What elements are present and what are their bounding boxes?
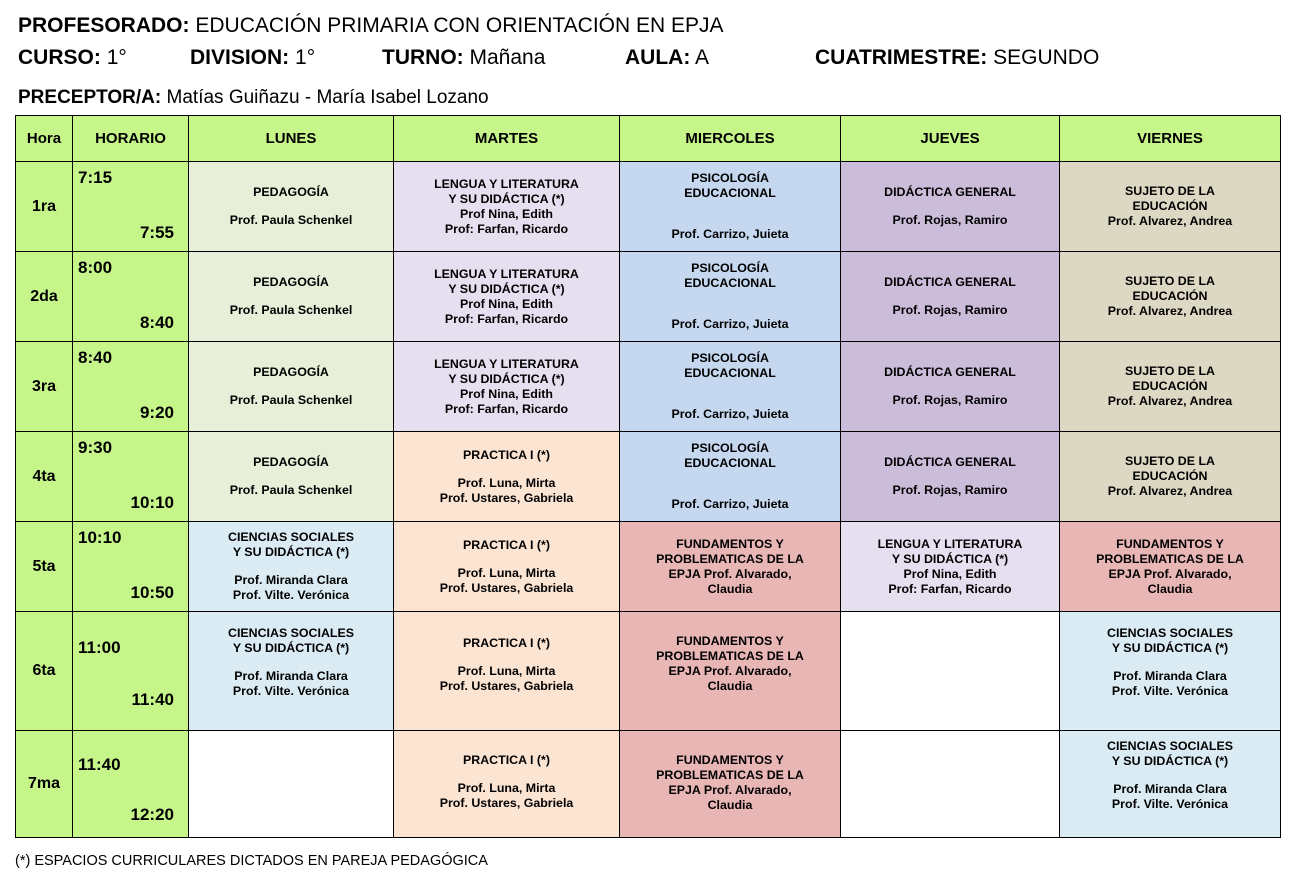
subject-title: DIDÁCTICA GENERAL	[884, 455, 1016, 469]
subject-title: PEDAGOGÍA	[253, 365, 329, 379]
teacher-name: Prof. Alvarez, Andrea	[1107, 214, 1233, 228]
teacher-name: Prof. Rojas, Ramiro	[892, 213, 1008, 227]
class-cell	[394, 252, 620, 342]
subject-title: EPJA Prof. Alvarado,	[668, 783, 792, 797]
start-time: 7:15	[78, 168, 113, 187]
class-cell	[394, 731, 620, 838]
subject-title: Y SU DIDÁCTICA (*)	[232, 545, 350, 559]
col-header-hora: Hora	[16, 116, 73, 162]
hora-cell: 6ta	[16, 612, 73, 731]
schedule-row	[16, 342, 1281, 432]
teacher-name: Claudia	[707, 581, 753, 596]
class-cell	[1060, 432, 1281, 522]
subject-title: DIDÁCTICA GENERAL	[884, 185, 1016, 199]
subject-title: Y SU DIDÁCTICA (*)	[1111, 754, 1229, 768]
aula-label: AULA:	[625, 46, 691, 69]
subject-title: PROBLEMATICAS DE LA	[656, 768, 804, 782]
teacher-name: Prof. Rojas, Ramiro	[892, 303, 1008, 317]
teacher-name: Prof. Luna, Mirta	[457, 781, 556, 795]
hora-cell: 7ma	[16, 731, 73, 838]
col-header-martes: MARTES	[394, 116, 620, 162]
teacher-name: Prof. Paula Schenkel	[229, 483, 353, 497]
horario-cell	[73, 731, 189, 838]
header-preceptor	[18, 87, 489, 109]
subject-title: PSICOLOGÍA	[691, 441, 769, 455]
start-time: 8:40	[78, 348, 113, 367]
empty-cell	[841, 612, 1060, 731]
teacher-name: Prof. Vilte. Verónica	[1111, 797, 1229, 811]
turno-label: TURNO:	[382, 46, 464, 69]
subject-title: DIDÁCTICA GENERAL	[884, 365, 1016, 379]
class-cell	[394, 612, 620, 731]
teacher-name: Prof. Carrizo, Juieta	[671, 227, 789, 241]
profesorado-label: PROFESORADO:	[18, 14, 190, 37]
subject-title: Y SU DIDÁCTICA (*)	[1111, 641, 1229, 655]
subject-title: EDUCACIONAL	[684, 276, 776, 290]
teacher-name: Prof Nina, Edith	[460, 206, 553, 221]
subject-title: PEDAGOGÍA	[253, 185, 329, 199]
teacher-name: Prof. Vilte. Verónica	[1111, 684, 1229, 698]
subject-title: CIENCIAS SOCIALES	[1107, 626, 1233, 640]
empty-cell	[189, 731, 394, 838]
teacher-name: Prof. Carrizo, Juieta	[671, 317, 789, 331]
class-cell	[620, 252, 841, 342]
aula-value: A	[695, 46, 710, 69]
class-cell	[620, 432, 841, 522]
teacher-name: Claudia	[707, 679, 753, 693]
col-header-horario: HORARIO	[73, 116, 189, 162]
teacher-name: Claudia	[1147, 581, 1193, 596]
end-time: 10:10	[130, 493, 174, 512]
teacher-name: Prof. Alvarez, Andrea	[1107, 304, 1233, 318]
col-header-jueves: JUEVES	[841, 116, 1060, 162]
start-time: 11:40	[78, 755, 121, 774]
col-header-miercoles: MIERCOLES	[620, 116, 841, 162]
class-cell	[1060, 252, 1281, 342]
subject-title: EPJA Prof. Alvarado,	[1108, 566, 1232, 581]
cuatrimestre-label: CUATRIMESTRE:	[815, 46, 988, 69]
cuatrimestre-value: SEGUNDO	[993, 46, 1100, 69]
subject-title: LENGUA Y LITERATURA	[877, 536, 1023, 551]
subject-title: EDUCACIONAL	[684, 366, 776, 380]
class-cell	[189, 612, 394, 731]
class-cell	[1060, 162, 1281, 252]
class-cell	[394, 162, 620, 252]
curso-label: CURSO:	[18, 46, 101, 69]
subject-title: Y SU DIDÁCTICA (*)	[232, 641, 350, 655]
class-cell	[1060, 342, 1281, 432]
class-cell	[620, 612, 841, 731]
subject-title: EDUCACIONAL	[684, 186, 776, 200]
class-cell	[189, 522, 394, 612]
teacher-name: Prof. Carrizo, Juieta	[671, 497, 789, 511]
subject-title: PSICOLOGÍA	[691, 351, 769, 365]
subject-title: PRACTICA I (*)	[463, 636, 550, 650]
teacher-name: Prof. Ustares, Gabriela	[439, 490, 574, 505]
teacher-name: Prof. Miranda Clara	[234, 573, 348, 587]
teacher-name: Prof. Miranda Clara	[1113, 782, 1227, 796]
end-time: 12:20	[130, 805, 174, 824]
class-cell	[620, 522, 841, 612]
teacher-name: Prof. Alvarez, Andrea	[1107, 484, 1233, 498]
end-time: 7:55	[139, 223, 174, 242]
schedule-row	[16, 522, 1281, 612]
schedule-row	[16, 731, 1281, 838]
hora-cell: 1ra	[16, 162, 73, 252]
start-time: 9:30	[78, 438, 113, 457]
end-time: 10:50	[130, 583, 174, 602]
subject-title: SUJETO DE LA	[1125, 274, 1215, 288]
teacher-name: Prof. Luna, Mirta	[457, 565, 556, 580]
subject-title: FUNDAMENTOS Y	[676, 536, 784, 551]
subject-title: PEDAGOGÍA	[253, 275, 329, 289]
subject-title: PROBLEMATICAS DE LA	[1096, 551, 1244, 566]
subject-title: LENGUA Y LITERATURA	[434, 266, 579, 281]
class-cell	[189, 342, 394, 432]
division-value: 1°	[295, 46, 316, 69]
schedule-row	[16, 612, 1281, 731]
class-cell	[394, 342, 620, 432]
horario-cell	[73, 252, 189, 342]
hora-cell: 4ta	[16, 432, 73, 522]
curso-value: 1°	[106, 46, 127, 69]
schedule-table	[15, 115, 1281, 838]
subject-title: PRACTICA I (*)	[463, 537, 550, 552]
class-cell	[1060, 522, 1281, 612]
hora-cell: 5ta	[16, 522, 73, 612]
subject-title: PEDAGOGÍA	[253, 455, 329, 469]
class-cell	[841, 522, 1060, 612]
teacher-name: Prof: Farfan, Ricardo	[444, 311, 569, 326]
teacher-name: Prof. Vilte. Verónica	[232, 588, 350, 602]
subject-title: PRACTICA I (*)	[463, 753, 550, 767]
class-cell	[189, 252, 394, 342]
teacher-name: Prof. Miranda Clara	[234, 669, 348, 683]
teacher-name: Prof: Farfan, Ricardo	[888, 581, 1012, 596]
subject-title: SUJETO DE LA	[1125, 184, 1215, 198]
teacher-name: Prof Nina, Edith	[460, 386, 553, 401]
class-cell	[841, 342, 1060, 432]
schedule-row	[16, 432, 1281, 522]
class-cell	[620, 731, 841, 838]
subject-title: PRACTICA I (*)	[463, 447, 550, 462]
end-time: 11:40	[131, 690, 174, 709]
subject-title: PROBLEMATICAS DE LA	[656, 551, 804, 566]
empty-cell	[841, 731, 1060, 838]
teacher-name: Prof. Paula Schenkel	[229, 303, 353, 317]
subject-title: PROBLEMATICAS DE LA	[656, 649, 804, 663]
preceptor-value: Matías Guiñazu - María Isabel Lozano	[166, 87, 489, 108]
subject-title: DIDÁCTICA GENERAL	[884, 275, 1016, 289]
class-cell	[189, 432, 394, 522]
teacher-name: Prof: Farfan, Ricardo	[444, 221, 569, 236]
class-cell	[841, 162, 1060, 252]
subject-title: Y SU DIDÁCTICA (*)	[448, 191, 565, 206]
subject-title: EDUCACIÓN	[1132, 199, 1208, 213]
teacher-name: Prof. Carrizo, Juieta	[671, 407, 789, 421]
schedule-row	[16, 162, 1281, 252]
header-profesorado	[18, 14, 724, 38]
teacher-name: Prof. Paula Schenkel	[229, 213, 353, 227]
col-header-viernes: VIERNES	[1060, 116, 1281, 162]
subject-title: SUJETO DE LA	[1125, 364, 1215, 378]
subject-title: EDUCACIONAL	[684, 456, 776, 470]
subject-title: LENGUA Y LITERATURA	[434, 356, 579, 371]
teacher-name: Prof. Ustares, Gabriela	[439, 679, 574, 693]
class-cell	[1060, 612, 1281, 731]
horario-cell	[73, 342, 189, 432]
subject-title: EDUCACIÓN	[1132, 289, 1208, 303]
horario-cell	[73, 612, 189, 731]
subject-title: Y SU DIDÁCTICA (*)	[448, 371, 565, 386]
division-label: DIVISION:	[190, 46, 290, 69]
horario-cell	[73, 522, 189, 612]
preceptor-label: PRECEPTOR/A:	[18, 87, 162, 108]
teacher-name: Prof. Rojas, Ramiro	[892, 393, 1008, 407]
class-cell	[841, 432, 1060, 522]
subject-title: CIENCIAS SOCIALES	[228, 530, 354, 544]
subject-title: CIENCIAS SOCIALES	[1107, 739, 1233, 753]
class-cell	[620, 162, 841, 252]
footnote: (*) ESPACIOS CURRICULARES DICTADOS EN PAREJA PEDAGÓGICA	[15, 853, 488, 869]
subject-title: PSICOLOGÍA	[691, 171, 769, 185]
header-course-info	[18, 46, 1099, 70]
schedule-row	[16, 252, 1281, 342]
teacher-name: Prof. Luna, Mirta	[457, 664, 556, 678]
subject-title: FUNDAMENTOS Y	[676, 753, 784, 767]
subject-title: FUNDAMENTOS Y	[1116, 536, 1224, 551]
class-cell	[620, 342, 841, 432]
horario-cell	[73, 162, 189, 252]
horario-cell	[73, 432, 189, 522]
teacher-name: Prof. Vilte. Verónica	[232, 684, 350, 698]
teacher-name: Prof. Rojas, Ramiro	[892, 483, 1008, 497]
end-time: 9:20	[139, 403, 174, 422]
teacher-name: Prof. Paula Schenkel	[229, 393, 353, 407]
teacher-name: Prof. Ustares, Gabriela	[439, 580, 574, 595]
teacher-name: Prof. Miranda Clara	[1113, 669, 1227, 683]
teacher-name: Prof. Luna, Mirta	[457, 475, 556, 490]
subject-title: FUNDAMENTOS Y	[676, 634, 784, 648]
teacher-name: Prof Nina, Edith	[903, 566, 997, 581]
teacher-name: Prof: Farfan, Ricardo	[444, 401, 569, 416]
subject-title: LENGUA Y LITERATURA	[434, 176, 579, 191]
class-cell	[394, 432, 620, 522]
subject-title: SUJETO DE LA	[1125, 454, 1215, 468]
class-cell	[1060, 731, 1281, 838]
turno-value: Mañana	[469, 46, 546, 69]
start-time: 11:00	[78, 638, 121, 657]
subject-title: EDUCACIÓN	[1132, 379, 1208, 393]
subject-title: EDUCACIÓN	[1132, 469, 1208, 483]
teacher-name: Claudia	[707, 798, 753, 812]
subject-title: PSICOLOGÍA	[691, 261, 769, 275]
start-time: 8:00	[78, 258, 113, 277]
header-row	[16, 116, 1281, 162]
subject-title: EPJA Prof. Alvarado,	[668, 664, 792, 678]
teacher-name: Prof. Ustares, Gabriela	[439, 796, 574, 810]
teacher-name: Prof. Alvarez, Andrea	[1107, 394, 1233, 408]
subject-title: Y SU DIDÁCTICA (*)	[448, 281, 565, 296]
teacher-name: Prof Nina, Edith	[460, 296, 553, 311]
subject-title: EPJA Prof. Alvarado,	[668, 566, 792, 581]
start-time: 10:10	[78, 528, 122, 547]
end-time: 8:40	[139, 313, 174, 332]
class-cell	[189, 162, 394, 252]
hora-cell: 3ra	[16, 342, 73, 432]
class-cell	[841, 252, 1060, 342]
subject-title: Y SU DIDÁCTICA (*)	[891, 551, 1009, 566]
class-cell	[394, 522, 620, 612]
col-header-lunes: LUNES	[189, 116, 394, 162]
hora-cell: 2da	[16, 252, 73, 342]
profesorado-value: EDUCACIÓN PRIMARIA CON ORIENTACIÓN EN EPJA	[195, 14, 724, 37]
subject-title: CIENCIAS SOCIALES	[228, 626, 354, 640]
